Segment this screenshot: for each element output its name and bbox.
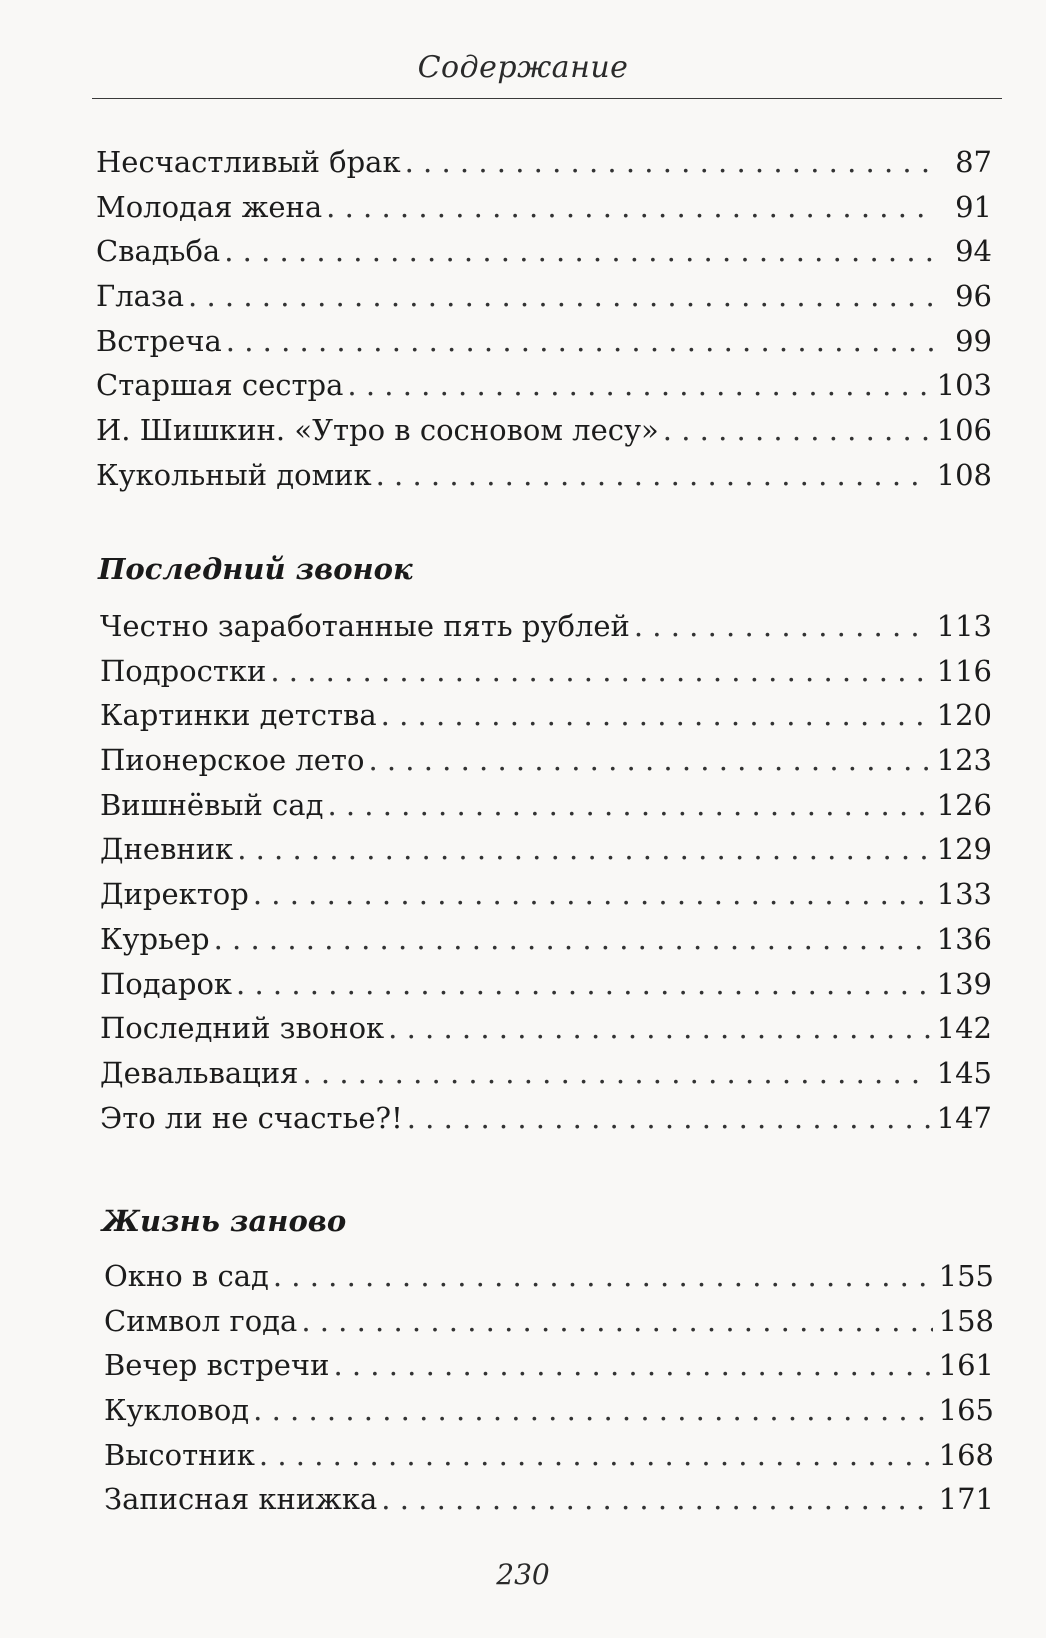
toc-leader-dots	[214, 917, 931, 962]
toc-entry-title: Старшая сестра	[96, 368, 344, 403]
toc-entry-title: Подарок	[100, 966, 233, 1001]
toc-leader-dots	[405, 140, 936, 185]
toc-entry-title: Картинки детства	[100, 698, 377, 733]
toc-entry-title: Несчастливый брак	[96, 145, 401, 179]
toc-entry-page: 96	[955, 279, 992, 314]
toc-entry-page: 106	[936, 413, 992, 448]
toc-entry[interactable]	[96, 229, 992, 274]
toc-entry-title: Кукловод	[104, 1393, 250, 1428]
toc-leader-dots	[407, 1096, 931, 1141]
toc-entry-title: Глаза	[96, 279, 185, 314]
toc-entry[interactable]	[104, 1299, 994, 1344]
toc-leader-dots	[347, 363, 930, 408]
toc-entry-page: 126	[936, 787, 992, 822]
toc-entry-page: 94	[955, 234, 992, 269]
toc-entry-title: Дневник	[100, 832, 234, 867]
toc-entry[interactable]	[100, 693, 992, 738]
toc-leader-dots	[236, 962, 931, 1007]
toc-entry[interactable]	[100, 827, 992, 872]
toc-leader-dots	[259, 1433, 933, 1478]
toc-entry[interactable]	[100, 1006, 992, 1051]
toc-entry[interactable]	[100, 649, 992, 694]
toc-leader-dots	[188, 274, 936, 319]
toc-entry-title: И. Шишкин. «Утро в сосновом лесу»	[96, 413, 659, 448]
toc-leader-dots	[376, 453, 931, 498]
toc-entry-title: Подростки	[100, 653, 267, 688]
toc-entry-page: 158	[938, 1303, 994, 1338]
toc-entry-title: Окно в сад	[104, 1259, 269, 1293]
toc-entry-page: 113	[936, 609, 992, 643]
toc-entry[interactable]	[104, 1433, 994, 1478]
toc-entry[interactable]	[100, 738, 992, 783]
toc-entry-page: 99	[955, 323, 992, 358]
toc-entry-page: 165	[938, 1393, 994, 1428]
toc-entry[interactable]	[96, 274, 992, 319]
toc-entry[interactable]	[100, 962, 992, 1007]
toc-entry-page: 155	[938, 1259, 994, 1293]
toc-entry-title: Символ года	[104, 1303, 298, 1338]
toc-leader-dots	[326, 185, 936, 230]
toc-leader-dots	[237, 827, 930, 872]
toc-entry-page: 142	[936, 1011, 992, 1046]
toc-entry[interactable]	[96, 408, 992, 453]
toc-entry-title: Встреча	[96, 323, 222, 358]
toc-entry-title: Вечер встречи	[104, 1348, 330, 1383]
toc-entry-page: 147	[936, 1100, 992, 1135]
toc-leader-dots	[388, 1006, 930, 1051]
running-head: Содержание	[417, 50, 629, 85]
toc-entry-title: Высотник	[104, 1437, 255, 1472]
toc-entry-title: Это ли не счастье?!	[100, 1100, 403, 1135]
toc-entry[interactable]	[100, 1096, 992, 1141]
toc-entry-title: Девальвация	[100, 1055, 299, 1090]
toc-leader-dots	[381, 1477, 932, 1522]
toc-entry[interactable]	[104, 1343, 994, 1388]
toc-entry[interactable]	[96, 453, 992, 498]
toc-entry[interactable]	[100, 1051, 992, 1096]
toc-entry-page: 168	[938, 1437, 994, 1472]
toc-group-3	[104, 1254, 994, 1522]
toc-leader-dots	[634, 604, 931, 649]
toc-entry-page: 123	[936, 743, 992, 778]
toc-entry-page: 136	[936, 921, 992, 956]
toc-entry-page: 129	[936, 832, 992, 867]
toc-entry[interactable]	[104, 1388, 994, 1433]
toc-entry-title: Свадьба	[96, 234, 221, 269]
toc-entry[interactable]	[100, 872, 992, 917]
toc-leader-dots	[333, 1343, 932, 1388]
toc-leader-dots	[301, 1299, 932, 1344]
toc-leader-dots	[327, 783, 930, 828]
toc-entry-page: 171	[938, 1482, 994, 1517]
toc-entry[interactable]	[104, 1477, 994, 1522]
toc-leader-dots	[368, 738, 930, 783]
toc-entry[interactable]	[96, 185, 992, 230]
toc-entry-title: Записная книжка	[104, 1482, 378, 1517]
page-number: 230	[496, 1558, 550, 1591]
toc-entry-title: Курьер	[100, 921, 210, 956]
toc-entry-title: Пионерское лето	[100, 743, 365, 778]
header-rule	[92, 98, 1002, 99]
toc-entry[interactable]	[96, 140, 992, 185]
toc-group-2	[100, 604, 992, 1140]
toc-entry[interactable]	[100, 783, 992, 828]
toc-entry-title: Молодая жена	[96, 189, 323, 224]
toc-entry-page: 87	[955, 145, 992, 179]
toc-entry-page: 139	[936, 966, 992, 1001]
toc-entry-title: Кукольный домик	[96, 457, 372, 492]
toc-entry[interactable]	[100, 604, 992, 649]
toc-leader-dots	[381, 693, 931, 738]
toc-leader-dots	[273, 1254, 933, 1299]
toc-group-1	[96, 140, 992, 498]
toc-entry[interactable]	[104, 1254, 994, 1299]
toc-entry-page: 91	[955, 189, 992, 224]
toc-entry-title: Честно заработанные пять рублей	[100, 609, 630, 643]
toc-leader-dots	[270, 649, 930, 694]
section-heading: Последний звонок	[98, 552, 413, 586]
toc-entry-page: 103	[936, 368, 992, 403]
toc-entry-title: Директор	[100, 877, 249, 912]
toc-entry[interactable]	[100, 917, 992, 962]
toc-entry-page: 108	[936, 457, 992, 492]
toc-leader-dots	[253, 1388, 932, 1433]
toc-entry-page: 133	[936, 877, 992, 912]
toc-entry[interactable]	[96, 363, 992, 408]
toc-entry-title: Последний звонок	[100, 1011, 385, 1046]
toc-entry-title: Вишнёвый сад	[100, 787, 324, 822]
section-heading: Жизнь заново	[102, 1204, 347, 1238]
toc-leader-dots	[302, 1051, 930, 1096]
toc-entry-page: 145	[936, 1055, 992, 1090]
toc-entry-page: 161	[938, 1348, 994, 1383]
toc-leader-dots	[663, 408, 931, 453]
toc-entry-page: 120	[936, 698, 992, 733]
toc-entry[interactable]	[96, 319, 992, 364]
toc-leader-dots	[226, 319, 936, 364]
toc-leader-dots	[253, 872, 931, 917]
toc-leader-dots	[224, 229, 936, 274]
toc-entry-page: 116	[936, 653, 992, 688]
